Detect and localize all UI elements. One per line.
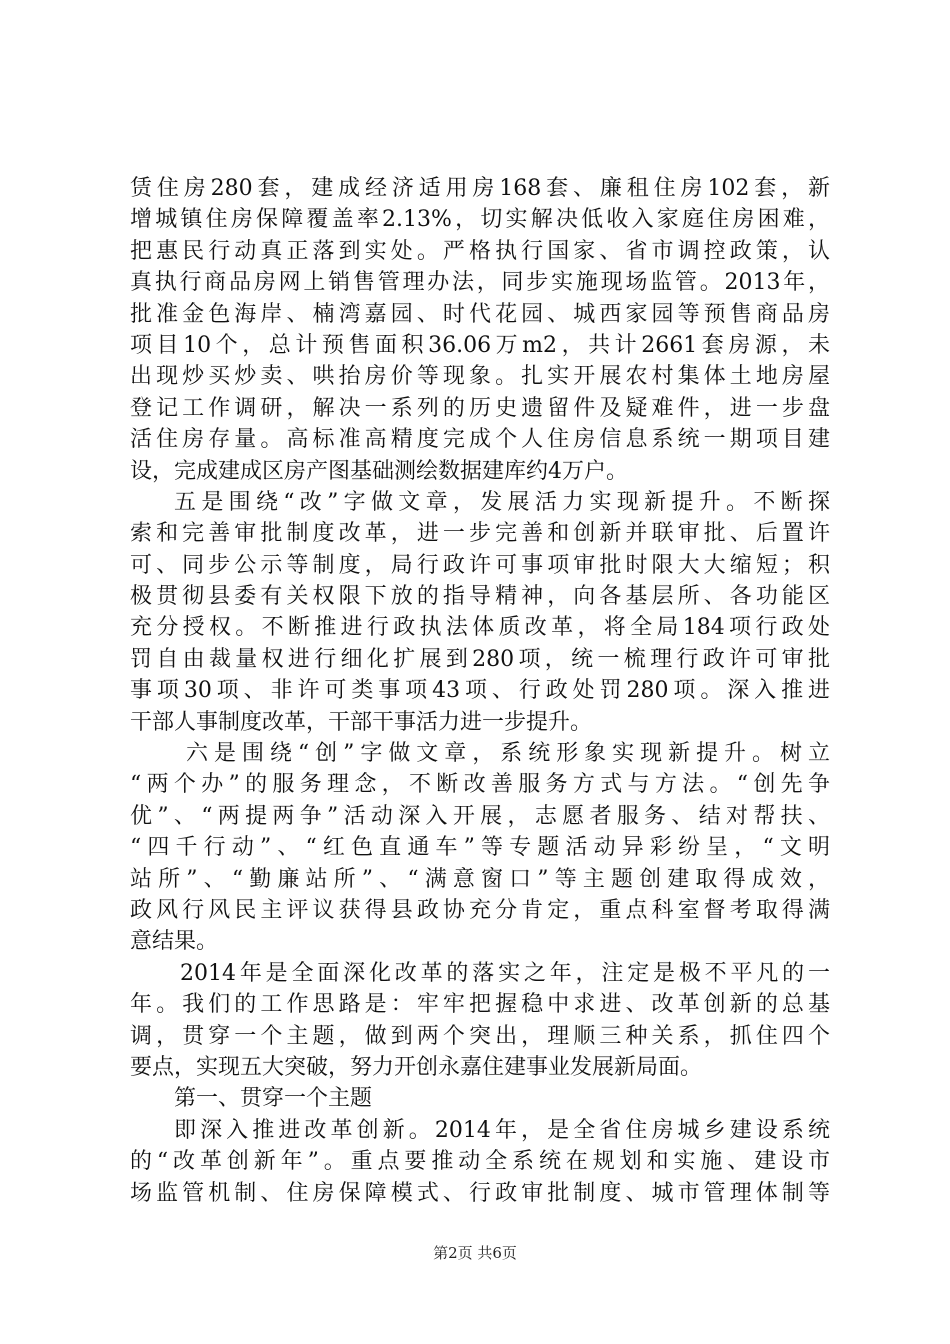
text-line: 事项30项、非许可类事项43项、行政处罚280项。深入推进	[130, 678, 830, 704]
text-line: 可、同步公示等制度，局行政许可事项审批时限大大缩短；积	[130, 552, 830, 578]
text-line: 极贯彻县委有关权限下放的指导精神，向各基层所、各功能区	[130, 584, 830, 610]
text-line: 要点，实现五大突破，努力开创永嘉住建事业发展新局面。	[130, 1054, 703, 1080]
text-line: 的“改革创新年”。重点要推动全系统在规划和实施、建设市	[130, 1149, 830, 1175]
text-line: 干部人事制度改革，干部干事活力进一步提升。	[130, 709, 593, 735]
text-line: 第一、贯穿一个主题	[174, 1086, 373, 1112]
text-line: 真执行商品房网上销售管理办法，同步实施现场监管。2013年，	[130, 270, 830, 296]
text-line: 站所”、“勤廉站所”、“满意窗口”等主题创建取得成效，	[130, 866, 830, 892]
text-line: 设，完成建成区房产图基础测绘数据建库约4万户。	[130, 458, 628, 484]
text-line: “两个办”的服务理念，不断改善服务方式与方法。“创先争	[130, 772, 830, 798]
text-line: 赁住房280套，建成经济适用房168套、廉租住房102套，新	[130, 176, 830, 201]
text-line: 批准金色海岸、楠湾嘉园、时代花园、城西家园等预售商品房	[130, 301, 830, 327]
text-line: 索和完善审批制度改革，进一步完善和创新并联审批、后置许	[130, 521, 830, 547]
text-line: 调，贯穿一个主题，做到两个突出，理顺三种关系，抓住四个	[130, 1023, 830, 1049]
text-line: 五是围绕“改”字做文章，发展活力实现新提升。不断探	[174, 489, 830, 515]
text-line: 充分授权。不断推进行政执法体质改革，将全局184项行政处	[130, 615, 830, 641]
text-line: 场监管机制、住房保障模式、行政审批制度、城市管理体制等	[130, 1180, 830, 1206]
text-line: 政风行风民主评议获得县政协充分肯定，重点科室督考取得满	[130, 897, 830, 923]
text-line: 登记工作调研，解决一系列的历史遗留件及疑难件，进一步盘	[130, 395, 830, 421]
text-line: 增城镇住房保障覆盖率2.13%，切实解决低收入家庭住房困难，	[130, 207, 830, 233]
text-line: 六是围绕“创”字做文章，系统形象实现新提升。树立	[186, 741, 830, 767]
text-line: 出现炒买炒卖、哄抬房价等现象。扎实开展农村集体土地房屋	[130, 364, 830, 390]
text-line: 项目10个，总计预售面积36.06万m2，共计2661套房源，未	[130, 332, 830, 358]
text-line: “四千行动”、“红色直通车”等专题活动异彩纷呈，“文明	[130, 835, 830, 861]
page-footer: 第2页 共6页	[433, 1244, 517, 1262]
text-line: 活住房存量。高标准高精度完成个人住房信息系统一期项目建	[130, 427, 830, 453]
text-line: 罚自由裁量权进行细化扩展到280项，统一梳理行政许可审批	[130, 646, 830, 672]
text-line: 优”、“两提两争”活动深入开展，志愿者服务、结对帮扶、	[130, 803, 830, 829]
text-line: 即深入推进改革创新。2014年，是全省住房城乡建设系统	[174, 1117, 830, 1143]
text-line: 意结果。	[130, 929, 219, 955]
text-line: 年。我们的工作思路是：牢牢把握稳中求进、改革创新的总基	[130, 992, 830, 1018]
body-text	[130, 173, 830, 1209]
text-line: 2014年是全面深化改革的落实之年，注定是极不平凡的一	[180, 960, 830, 986]
text-line: 把惠民行动真正落到实处。严格执行国家、省市调控政策，认	[130, 238, 830, 264]
